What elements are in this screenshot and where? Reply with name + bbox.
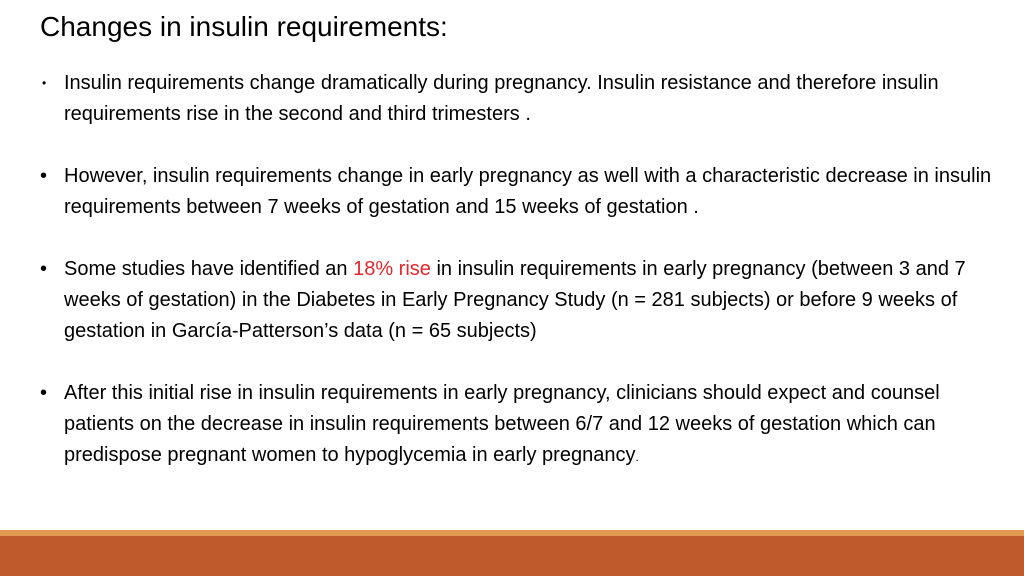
bullet-text-after: in insulin requirements in early pregnancy (between 3 and 7 weeks of gestation) in the Diabetes in Early Pregnancy Study (n = 281 subjects) or before 9 weeks of gestation in García-Patterson’s data (n = 65 subjects) (64, 258, 966, 342)
bullet-marker: • (42, 76, 47, 90)
bullet-text: Insulin requirements change dramatically during pregnancy. Insulin resistance and therefore insulin requirements rise in the second and third trimesters . (64, 72, 939, 125)
bullet-text: After this initial rise in insulin requirements in early pregnancy, clinicians should expect and counsel patients on the decrease in insulin requirements between 6/7 and 12 weeks of gestation which can predispose pregnant women to hypoglycemia in early pregnancy (64, 382, 940, 466)
highlight-text: 18% rise (353, 258, 431, 280)
bullet-marker: • (40, 165, 48, 187)
bullet-marker: • (40, 258, 48, 280)
bullet-list (40, 68, 1000, 473)
bullet-item-2 (40, 161, 1000, 223)
bullet-text-before: Some studies have identified an (64, 258, 354, 280)
bullet-item-4 (40, 378, 1000, 473)
bullet-marker: • (40, 382, 48, 404)
bullet-tail: . (635, 450, 639, 464)
slide-title: Changes in insulin requirements: (40, 11, 448, 42)
bullet-text: However, insulin requirements change in early pregnancy as well with a characteristic decrease in insulin requirements between 7 weeks of gestation and 15 weeks of gestation . (64, 165, 992, 218)
footer-bar (0, 536, 1024, 576)
bullet-item-1 (40, 68, 1000, 130)
bullet-item-3 (40, 254, 1000, 347)
